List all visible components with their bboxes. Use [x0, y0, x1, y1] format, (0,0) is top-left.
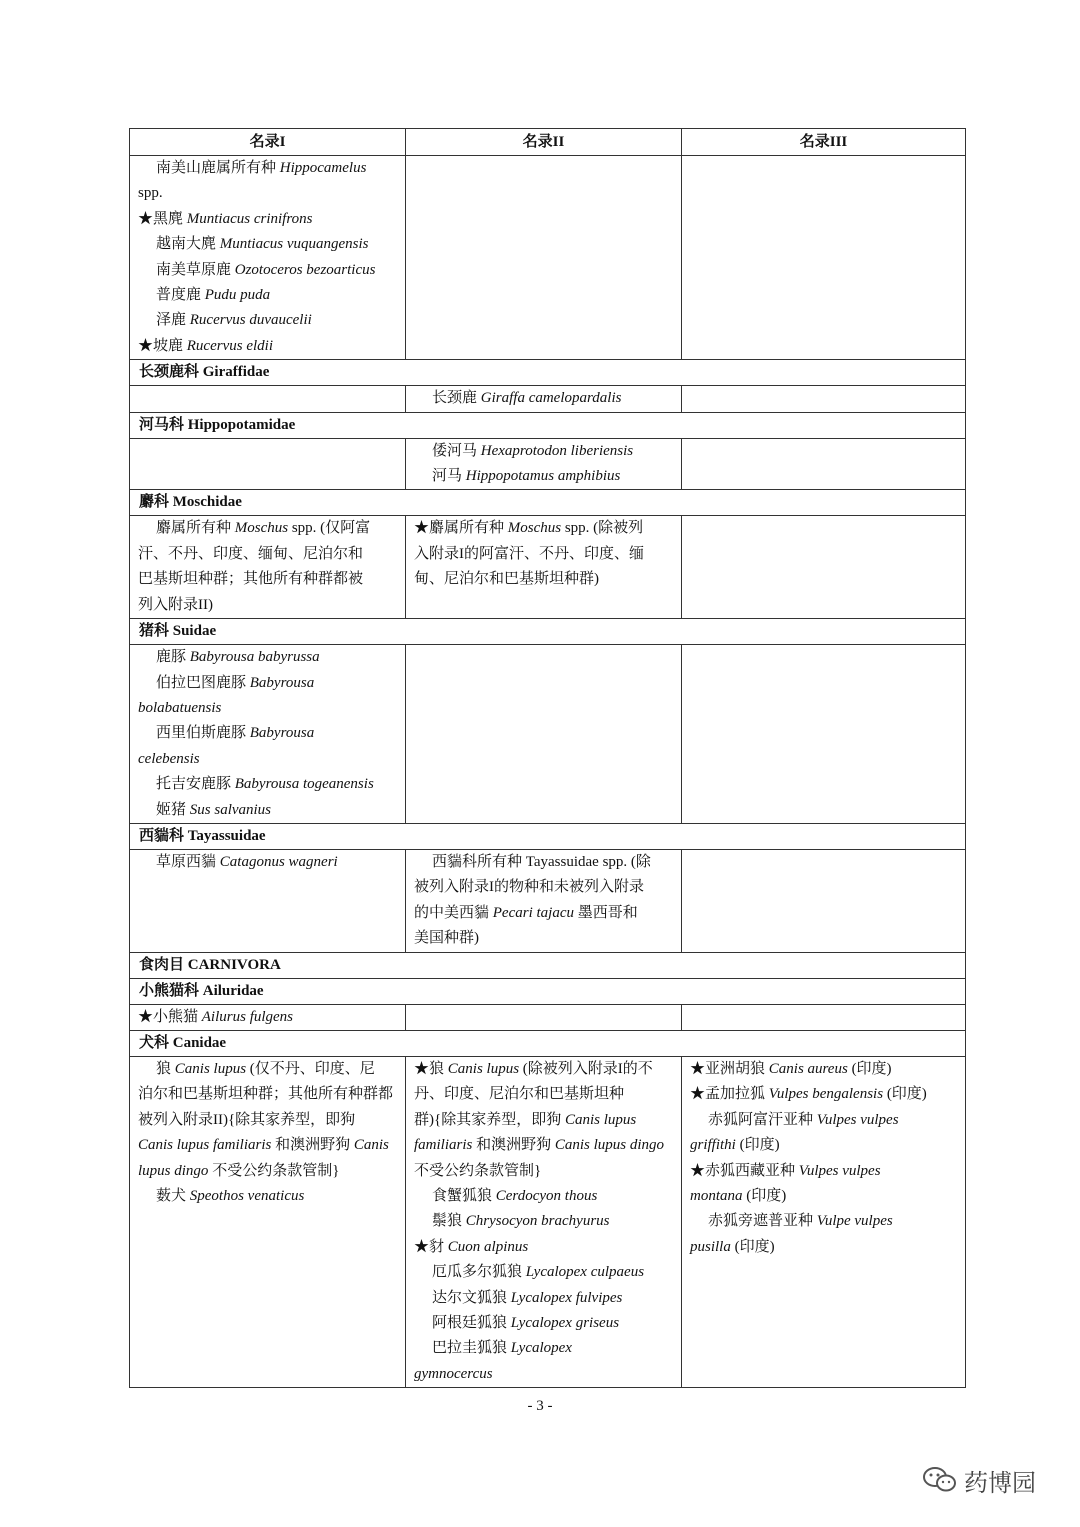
common-name: ★黑麂: [138, 210, 187, 227]
common-name: 赤狐旁遮普亚种: [708, 1213, 817, 1230]
scientific-name: Ailurus fulgens: [201, 1008, 294, 1025]
appendix-ii-cell: [406, 1056, 682, 1387]
common-name: 列入附录II): [138, 596, 213, 613]
common-name: ★小熊猫: [138, 1008, 202, 1025]
family-label: 西貒科 Tayassuidae: [130, 823, 966, 849]
scientific-name: Canis lupus dingo: [554, 1137, 665, 1154]
scientific-name: Giraffa camelopardalis: [480, 390, 622, 407]
species-line: [414, 850, 673, 875]
common-name: ★豺: [414, 1238, 448, 1255]
scientific-name: lupus dingo: [138, 1162, 209, 1179]
species-line: [138, 671, 397, 696]
species-line: [414, 1235, 673, 1260]
scientific-name: Moschus: [507, 520, 562, 537]
scientific-name: familiaris: [414, 1137, 473, 1154]
scientific-name: Lycalopex griseus: [510, 1315, 620, 1332]
species-line: [690, 1108, 957, 1133]
scientific-name: Lycalopex culpaeus: [525, 1264, 645, 1281]
species-row: [130, 386, 966, 412]
species-row: [130, 645, 966, 824]
species-line: [690, 1184, 957, 1209]
species-line: [414, 901, 673, 926]
note-text: 和澳洲野狗: [271, 1137, 354, 1154]
appendix-i-cell: [130, 849, 406, 952]
family-row: [130, 1030, 966, 1056]
species-line: [138, 798, 397, 823]
scientific-name: Canis lupus: [174, 1060, 247, 1077]
common-name: 甸、尼泊尔和巴基斯坦种群): [414, 571, 599, 588]
common-name: 巴基斯坦种群；其他所有种群都被: [138, 571, 364, 588]
species-row: [130, 438, 966, 490]
common-name: 长颈鹿: [432, 390, 481, 407]
species-line: [138, 308, 397, 333]
appendix-ii-cell: [406, 1004, 682, 1030]
family-label: 河马科 Hippopotamidae: [130, 412, 966, 438]
species-line: [690, 1235, 957, 1260]
watermark: [922, 1458, 1036, 1502]
family-label: 长颈鹿科 Giraffidae: [130, 360, 966, 386]
scientific-name: Babyrousa togeanensis: [234, 776, 374, 793]
common-name: 美国种群): [414, 930, 479, 947]
appendix-i-cell: [130, 386, 406, 412]
common-name: 鬃狼: [432, 1213, 466, 1230]
scientific-name: Vulpes vulpes: [798, 1162, 881, 1179]
family-label: 小熊猫科 Ailuridae: [130, 978, 966, 1004]
scientific-name: Speothos venaticus: [189, 1188, 305, 1204]
common-name: 赤狐阿富汗亚种: [708, 1111, 817, 1128]
scientific-name: Canis lupus: [447, 1060, 520, 1077]
note-text: (印度): [847, 1060, 892, 1077]
common-name: spp.: [138, 185, 163, 202]
table-body: [130, 156, 966, 1388]
appendix-ii-cell: [406, 516, 682, 619]
common-name: 托吉安鹿豚: [156, 776, 235, 793]
species-line: [138, 516, 397, 541]
species-line: [414, 1362, 673, 1387]
appendix-iii-cell: [682, 516, 966, 619]
appendix-ii-cell: [406, 156, 682, 360]
species-line: [414, 439, 673, 464]
species-line: [690, 1057, 957, 1082]
species-line: [138, 772, 397, 797]
note-text: 墨西哥和: [574, 904, 638, 921]
scientific-name: Sus salvanius: [189, 801, 272, 818]
family-row: [130, 490, 966, 516]
common-name: 入附录I的阿富汗、不丹、印度、缅: [414, 545, 644, 562]
scientific-name: Vulpe vulpes: [816, 1213, 893, 1230]
watermark-text: 药博园: [964, 1468, 1036, 1497]
common-name: 食蟹狐狼: [432, 1188, 496, 1204]
scientific-name: Ozotoceros bezoarticus: [234, 261, 376, 278]
family-label: 麝科 Moschidae: [130, 490, 966, 516]
species-line: [414, 1286, 673, 1311]
family-row: [130, 412, 966, 438]
scientific-name: Hippocamelus: [279, 160, 367, 176]
common-name: 薮犬: [156, 1188, 190, 1204]
species-line: [414, 1260, 673, 1285]
note-text: (印度): [730, 1238, 775, 1255]
header-appendix-iii: 名录III: [682, 129, 966, 156]
species-line: [414, 926, 673, 951]
scientific-name: Pecari tajacu: [492, 904, 574, 921]
appendix-i-cell: [130, 1056, 406, 1387]
common-name: 姬猪: [156, 801, 190, 818]
scientific-name: Chrysocyon brachyurus: [465, 1213, 610, 1230]
note-text: (除被列入附录I的不: [519, 1060, 653, 1077]
appendix-ii-cell: [406, 386, 682, 412]
common-name: 伯拉巴图鹿豚: [156, 674, 250, 691]
species-line: [414, 1159, 673, 1184]
species-row: [130, 156, 966, 360]
scientific-name: Canis aureus: [768, 1060, 848, 1077]
family-row: [130, 619, 966, 645]
common-name: ★亚洲胡狼: [690, 1060, 769, 1077]
note-text: (印度): [742, 1188, 787, 1204]
common-name: ★孟加拉狐: [690, 1086, 769, 1103]
scientific-name: Vulpes vulpes: [816, 1111, 899, 1128]
family-row: [130, 823, 966, 849]
appendix-iii-cell: [682, 386, 966, 412]
species-line: [414, 1209, 673, 1234]
species-line: [414, 516, 673, 541]
common-name: 狼: [156, 1060, 175, 1077]
scientific-name: Babyrousa: [249, 725, 315, 742]
species-line: [414, 1108, 673, 1133]
note-text: 和澳洲野狗: [472, 1137, 555, 1154]
common-name: 南美草原鹿: [156, 261, 235, 278]
species-line: [138, 232, 397, 257]
species-line: [138, 567, 397, 592]
common-name: 鹿豚: [156, 649, 190, 666]
species-line: [138, 850, 397, 875]
page-number: - 3 -: [527, 1398, 553, 1414]
species-line: [138, 207, 397, 232]
common-name: 西貒科所有种 Tayassuidae spp. (除: [432, 853, 651, 870]
species-line: [138, 1108, 397, 1133]
table-header-row: [130, 129, 966, 156]
common-name: 丹、印度、尼泊尔和巴基斯坦种: [414, 1086, 625, 1103]
species-line: [414, 875, 673, 900]
species-line: [138, 721, 397, 746]
species-line: [138, 334, 397, 359]
common-name: 达尔文狐狼: [432, 1289, 511, 1306]
appendix-i-cell: [130, 516, 406, 619]
scientific-name: Cuon alpinus: [447, 1238, 529, 1255]
scientific-name: Muntiacus vuquangensis: [219, 236, 369, 253]
species-line: [138, 181, 397, 206]
scientific-name: Moschus: [234, 520, 289, 537]
wechat-icon: [922, 1465, 958, 1495]
common-name: ★赤狐西藏亚种: [690, 1162, 799, 1179]
scientific-name: celebensis: [138, 750, 200, 767]
species-line: [414, 386, 673, 411]
species-line: [690, 1133, 957, 1158]
species-line: [414, 567, 673, 592]
common-name: 草原西貒: [156, 853, 220, 870]
species-line: [414, 542, 673, 567]
appendix-iii-cell: [682, 156, 966, 360]
common-name: 不受公约条款管制}: [414, 1162, 542, 1179]
scientific-name: Babyrousa: [249, 674, 315, 691]
species-line: [138, 1057, 397, 1082]
species-row: [130, 1056, 966, 1387]
common-name: 西里伯斯鹿豚: [156, 725, 250, 742]
common-name: ★坡鹿: [138, 337, 187, 354]
common-name: 泊尔和巴基斯坦种群；其他所有种群都: [138, 1086, 394, 1103]
scientific-name: Babyrousa babyrussa: [189, 649, 320, 666]
species-line: [138, 258, 397, 283]
scientific-name: Vulpes bengalensis: [768, 1086, 884, 1103]
header-appendix-i: 名录I: [130, 129, 406, 156]
scientific-name: Rucervus duvaucelii: [189, 312, 312, 329]
note-text: spp. (仅阿富: [288, 520, 371, 537]
species-line: [414, 1082, 673, 1107]
scientific-name: bolabatuensis: [138, 699, 222, 716]
common-name: 阿根廷狐狼: [432, 1315, 511, 1332]
species-line: [414, 1311, 673, 1336]
common-name: 河马: [432, 468, 466, 485]
species-line: [138, 1159, 397, 1184]
appendix-iii-cell: [682, 438, 966, 490]
appendix-ii-cell: [406, 849, 682, 952]
family-label: 食肉目 CARNIVORA: [130, 952, 966, 978]
scientific-name: Canis lupus: [564, 1111, 637, 1128]
scientific-name: gymnocercus: [414, 1365, 493, 1382]
note-text: (印度): [735, 1137, 780, 1154]
common-name: 被列入附录I的物种和未被列入附录: [414, 879, 644, 896]
appendix-iii-cell: [682, 1056, 966, 1387]
species-line: [414, 1057, 673, 1082]
species-line: [138, 283, 397, 308]
common-name: 越南大麂: [156, 236, 220, 253]
note-text: (仅不丹、印度、尼: [246, 1060, 375, 1077]
scientific-name: Hippopotamus amphibius: [465, 468, 621, 485]
common-name: 泽鹿: [156, 312, 190, 329]
scientific-name: pusilla: [690, 1238, 731, 1255]
family-row: [130, 978, 966, 1004]
species-line: [138, 593, 397, 618]
note-text: spp. (除被列: [561, 520, 644, 537]
common-name: 汗、不丹、印度、缅甸、尼泊尔和: [138, 545, 364, 562]
species-line: [138, 542, 397, 567]
scientific-name: Lycalopex: [510, 1340, 572, 1357]
appendix-iii-cell: [682, 645, 966, 824]
common-name: 南美山鹿属所有种: [156, 160, 280, 176]
species-line: [138, 1082, 397, 1107]
common-name: 倭河马: [432, 442, 481, 459]
species-line: [414, 1336, 673, 1361]
scientific-name: Pudu puda: [204, 287, 271, 304]
scientific-name: Hexaprotodon liberiensis: [480, 442, 634, 459]
species-line: [414, 464, 673, 489]
appendix-iii-cell: [682, 849, 966, 952]
note-text: 不受公约条款管制}: [208, 1162, 340, 1179]
species-line: [690, 1082, 957, 1107]
header-appendix-ii: 名录II: [406, 129, 682, 156]
scientific-name: Cerdocyon thous: [495, 1188, 598, 1204]
species-line: [138, 1133, 397, 1158]
appendix-ii-cell: [406, 645, 682, 824]
family-row: [130, 952, 966, 978]
common-name: 的中美西貒: [414, 904, 493, 921]
appendix-i-cell: [130, 438, 406, 490]
common-name: 普度鹿: [156, 287, 205, 304]
species-line: [690, 1159, 957, 1184]
scientific-name: griffithi: [690, 1137, 736, 1154]
scientific-name: Canis lupus familiaris: [138, 1137, 272, 1154]
species-row: [130, 516, 966, 619]
species-line: [690, 1209, 957, 1234]
species-line: [138, 747, 397, 772]
family-row: [130, 360, 966, 386]
common-name: 被列入附录II){除其家养型，即狗: [138, 1111, 356, 1128]
scientific-name: montana: [690, 1188, 743, 1204]
species-row: [130, 849, 966, 952]
family-label: 猪科 Suidae: [130, 619, 966, 645]
appendix-i-cell: [130, 645, 406, 824]
scientific-name: Lycalopex fulvipes: [510, 1289, 623, 1306]
common-name: 巴拉圭狐狼: [432, 1340, 511, 1357]
species-line: [138, 1005, 397, 1030]
common-name: ★狼: [414, 1060, 448, 1077]
species-line: [138, 645, 397, 670]
note-text: (印度): [883, 1086, 927, 1103]
cites-appendix-table: [129, 128, 966, 1388]
species-row: [130, 1004, 966, 1030]
common-name: 厄瓜多尔狐狼: [432, 1264, 526, 1281]
species-line: [414, 1133, 673, 1158]
scientific-name: Catagonus wagneri: [219, 853, 338, 870]
common-name: 群){除其家养型，即狗: [414, 1111, 565, 1128]
document-page: [129, 128, 965, 1388]
species-line: [414, 1184, 673, 1209]
appendix-ii-cell: [406, 438, 682, 490]
species-line: [138, 156, 397, 181]
scientific-name: Muntiacus crinifrons: [186, 210, 313, 227]
common-name: ★麝属所有种: [414, 520, 508, 537]
appendix-iii-cell: [682, 1004, 966, 1030]
scientific-name: Canis: [353, 1137, 389, 1154]
family-label: 犬科 Canidae: [130, 1030, 966, 1056]
species-line: [138, 1184, 397, 1209]
appendix-i-cell: [130, 1004, 406, 1030]
common-name: 麝属所有种: [156, 520, 235, 537]
species-line: [138, 696, 397, 721]
scientific-name: Rucervus eldii: [186, 337, 273, 354]
appendix-i-cell: [130, 156, 406, 360]
